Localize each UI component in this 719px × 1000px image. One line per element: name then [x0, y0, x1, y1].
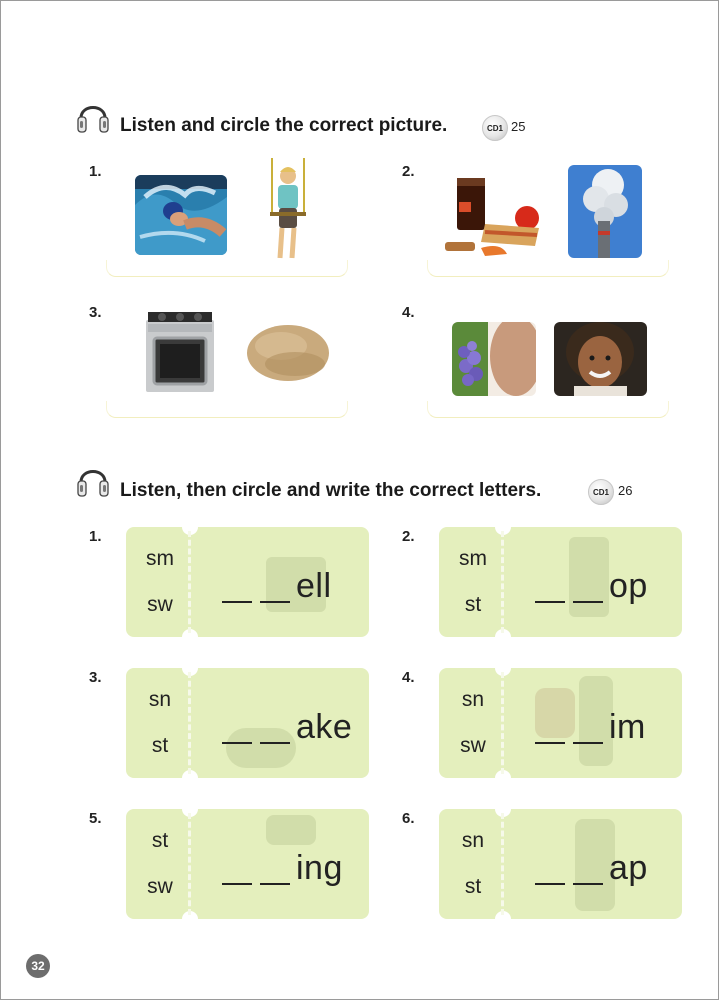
- letter-option[interactable]: st: [464, 593, 482, 616]
- letter-option[interactable]: st: [151, 734, 169, 757]
- smiling-girl-picture[interactable]: [554, 322, 647, 396]
- page-number: 32: [26, 954, 50, 978]
- word-ending: im: [609, 708, 646, 746]
- letter-option[interactable]: sw: [460, 734, 486, 757]
- cd-track-number: 25: [511, 119, 526, 134]
- snack-food-picture[interactable]: [441, 172, 547, 258]
- item-number: 1.: [89, 163, 102, 180]
- write-in-blanks[interactable]: [222, 587, 294, 603]
- item-number: 4.: [402, 304, 415, 321]
- item-number: 5.: [89, 810, 102, 827]
- word-ticket: [126, 527, 369, 637]
- ticket-perforation: [501, 813, 504, 915]
- ticket-perforation: [188, 672, 191, 774]
- faded-picture: [579, 676, 613, 766]
- word-ending: ake: [296, 708, 353, 746]
- word-ticket: [126, 809, 369, 919]
- smoke-stack-picture[interactable]: [568, 165, 642, 258]
- smelling-flower-picture[interactable]: [452, 322, 536, 396]
- letter-option[interactable]: sm: [146, 547, 174, 570]
- stone-picture[interactable]: [245, 322, 331, 384]
- item-number: 4.: [402, 669, 415, 686]
- headphones-icon: [76, 462, 110, 498]
- word-ending: ing: [296, 849, 343, 887]
- item-number: 1.: [89, 528, 102, 545]
- item-number: 3.: [89, 669, 102, 686]
- letter-option[interactable]: sm: [459, 547, 487, 570]
- answer-line: [427, 401, 669, 418]
- swimmer-picture[interactable]: [135, 175, 227, 255]
- girl-on-swing-picture[interactable]: [262, 158, 312, 266]
- cd-track-number: 26: [618, 483, 633, 498]
- stove-picture[interactable]: [144, 310, 216, 394]
- faded-picture: [569, 537, 609, 617]
- letter-option[interactable]: sn: [461, 688, 485, 711]
- ticket-perforation: [188, 813, 191, 915]
- letter-option[interactable]: sn: [148, 688, 172, 711]
- section-1-title: Listen and circle the correct picture.: [120, 115, 448, 136]
- answer-line: [106, 401, 348, 418]
- ticket-perforation: [188, 531, 191, 633]
- write-in-blanks[interactable]: [535, 869, 607, 885]
- letter-option[interactable]: sn: [461, 829, 485, 852]
- word-ticket: [439, 809, 682, 919]
- headphones-icon: [76, 98, 110, 134]
- section-2-title: Listen, then circle and write the correct letters.: [120, 480, 542, 501]
- word-ending: op: [609, 567, 648, 605]
- word-ticket: [439, 668, 682, 778]
- letter-option[interactable]: sw: [147, 875, 173, 898]
- item-number: 3.: [89, 304, 102, 321]
- item-number: 2.: [402, 528, 415, 545]
- item-number: 6.: [402, 810, 415, 827]
- write-in-blanks[interactable]: [535, 728, 607, 744]
- cd-badge: CD1: [588, 479, 614, 505]
- letter-option[interactable]: st: [464, 875, 482, 898]
- write-in-blanks[interactable]: [535, 587, 607, 603]
- cd-badge: CD1: [482, 115, 508, 141]
- letter-option[interactable]: st: [151, 829, 169, 852]
- faded-picture: [266, 815, 316, 845]
- item-number: 2.: [402, 163, 415, 180]
- ticket-perforation: [501, 531, 504, 633]
- word-ending: ell: [296, 567, 332, 605]
- write-in-blanks[interactable]: [222, 728, 294, 744]
- write-in-blanks[interactable]: [222, 869, 294, 885]
- answer-line: [106, 260, 348, 277]
- answer-line: [427, 260, 669, 277]
- letter-option[interactable]: sw: [147, 593, 173, 616]
- word-ticket: [439, 527, 682, 637]
- word-ending: ap: [609, 849, 648, 887]
- word-ticket: [126, 668, 369, 778]
- ticket-perforation: [501, 672, 504, 774]
